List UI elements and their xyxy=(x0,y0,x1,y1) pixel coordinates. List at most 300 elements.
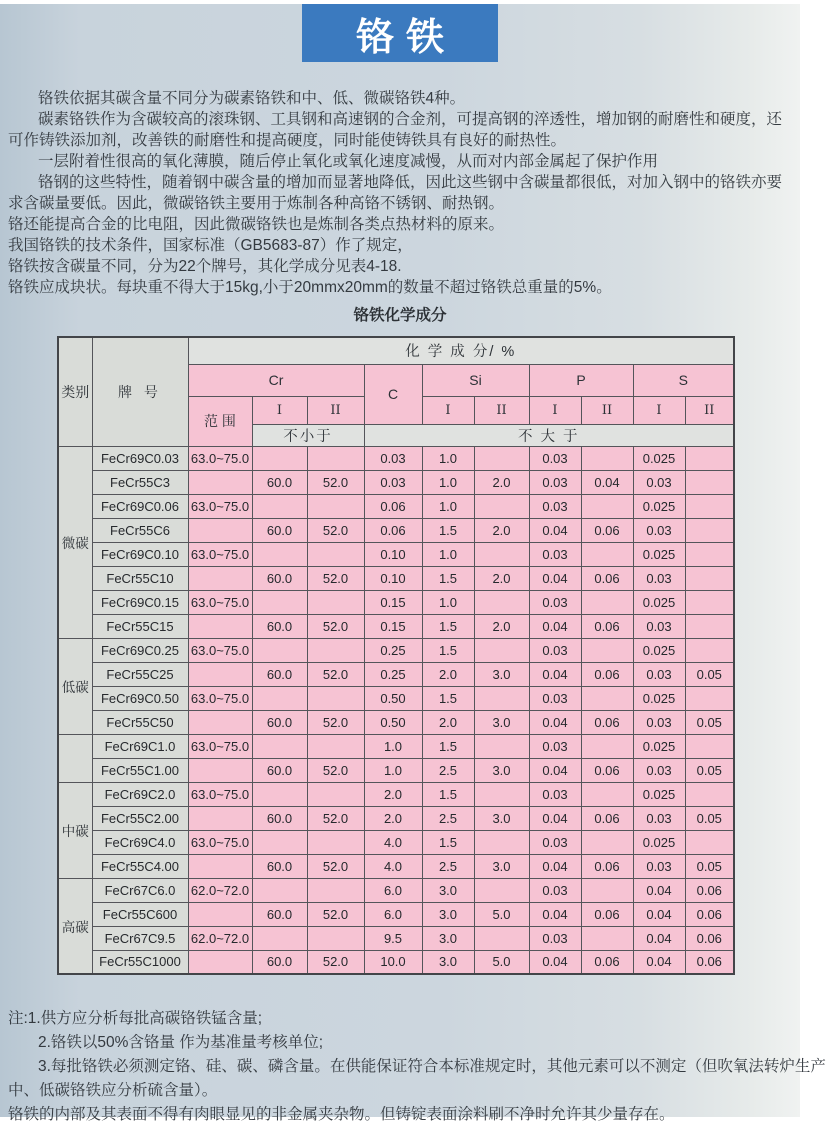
header-grade: 牌 号 xyxy=(92,337,188,446)
table-row xyxy=(58,518,734,542)
value-cell xyxy=(188,854,252,878)
value-cell: 0.04 xyxy=(529,518,581,542)
category-cell: 微碳 xyxy=(58,446,92,638)
value-cell xyxy=(307,494,364,518)
value-cell xyxy=(307,926,364,950)
value-cell: 63.0~75.0 xyxy=(188,686,252,710)
value-cell: 63.0~75.0 xyxy=(188,590,252,614)
value-cell: 0.04 xyxy=(529,758,581,782)
header-p-ii: II xyxy=(581,396,633,424)
page-title-banner xyxy=(302,4,498,62)
value-cell: 1.5 xyxy=(422,614,474,638)
value-cell xyxy=(252,494,307,518)
table-row xyxy=(58,542,734,566)
value-cell: 0.15 xyxy=(364,590,422,614)
value-cell: 60.0 xyxy=(252,614,307,638)
value-cell xyxy=(581,926,633,950)
value-cell: 0.03 xyxy=(529,638,581,662)
value-cell: 0.05 xyxy=(685,710,734,734)
value-cell: 0.06 xyxy=(685,902,734,926)
value-cell: 3.0 xyxy=(422,950,474,974)
header-cr: Cr xyxy=(188,364,364,396)
value-cell: 6.0 xyxy=(364,902,422,926)
value-cell xyxy=(581,446,633,470)
value-cell xyxy=(474,638,529,662)
value-cell: 1.0 xyxy=(422,446,474,470)
value-cell: 0.10 xyxy=(364,542,422,566)
value-cell: 52.0 xyxy=(307,806,364,830)
value-cell: 1.5 xyxy=(422,518,474,542)
value-cell: 60.0 xyxy=(252,566,307,590)
value-cell: 60.0 xyxy=(252,710,307,734)
value-cell xyxy=(474,446,529,470)
grade-cell: FeCr69C0.15 xyxy=(92,590,188,614)
header-si-ii: II xyxy=(474,396,529,424)
intro-line: 碳素铬铁作为含碳较高的滚珠钢、工具钢和高速钢的合金剂，可提高钢的淬透性，增加钢的耐磨性和硬度，还 xyxy=(38,111,783,128)
value-cell: 0.03 xyxy=(529,734,581,758)
scanned-document-page xyxy=(0,4,826,1123)
value-cell xyxy=(307,878,364,902)
header-cr-range: 范 围 xyxy=(188,396,252,446)
value-cell: 0.06 xyxy=(581,518,633,542)
value-cell: 0.04 xyxy=(633,926,685,950)
note-line: 注:1.供方应分析每批高碳铬铁锰含量; xyxy=(8,1010,263,1027)
value-cell xyxy=(252,830,307,854)
table-row xyxy=(58,926,734,950)
value-cell: 0.03 xyxy=(633,758,685,782)
value-cell: 60.0 xyxy=(252,662,307,686)
value-cell: 0.04 xyxy=(529,710,581,734)
value-cell: 0.03 xyxy=(529,494,581,518)
note-line: 2.铬铁以50%含铬量 作为基准量考核单位; xyxy=(38,1034,324,1051)
value-cell: 0.04 xyxy=(529,806,581,830)
value-cell: 2.0 xyxy=(364,806,422,830)
value-cell xyxy=(307,830,364,854)
value-cell xyxy=(685,734,734,758)
value-cell: 0.04 xyxy=(529,950,581,974)
value-cell: 63.0~75.0 xyxy=(188,494,252,518)
value-cell: 0.25 xyxy=(364,662,422,686)
value-cell: 0.15 xyxy=(364,614,422,638)
value-cell: 1.0 xyxy=(364,734,422,758)
value-cell: 0.06 xyxy=(581,710,633,734)
value-cell: 0.03 xyxy=(633,854,685,878)
header-not-less-than: 不小于 xyxy=(252,424,364,446)
value-cell: 0.25 xyxy=(364,638,422,662)
table-row xyxy=(58,806,734,830)
value-cell: 0.03 xyxy=(529,878,581,902)
value-cell xyxy=(474,734,529,758)
value-cell: 0.06 xyxy=(581,566,633,590)
value-cell: 0.025 xyxy=(633,782,685,806)
value-cell xyxy=(581,686,633,710)
value-cell: 63.0~75.0 xyxy=(188,446,252,470)
value-cell: 0.50 xyxy=(364,686,422,710)
table-row xyxy=(58,830,734,854)
grade-cell: FeCr55C50 xyxy=(92,710,188,734)
value-cell: 0.025 xyxy=(633,686,685,710)
table-row xyxy=(58,710,734,734)
value-cell: 0.06 xyxy=(581,806,633,830)
value-cell xyxy=(581,878,633,902)
value-cell: 0.03 xyxy=(529,926,581,950)
value-cell: 0.04 xyxy=(529,566,581,590)
grade-cell: FeCr69C1.0 xyxy=(92,734,188,758)
value-cell xyxy=(252,542,307,566)
value-cell: 60.0 xyxy=(252,950,307,974)
header-cr-ii: II xyxy=(307,396,364,424)
value-cell: 1.5 xyxy=(422,734,474,758)
value-cell: 52.0 xyxy=(307,662,364,686)
value-cell: 0.06 xyxy=(581,662,633,686)
value-cell xyxy=(474,782,529,806)
table-row xyxy=(58,566,734,590)
value-cell xyxy=(188,566,252,590)
value-cell xyxy=(188,950,252,974)
table-row xyxy=(58,878,734,902)
value-cell: 2.0 xyxy=(474,518,529,542)
intro-line: 铬铁依据其碳含量不同分为碳素铬铁和中、低、微碳铬铁4种。 xyxy=(38,90,466,107)
value-cell xyxy=(252,878,307,902)
grade-cell: FeCr55C600 xyxy=(92,902,188,926)
grade-cell: FeCr67C6.0 xyxy=(92,878,188,902)
note-line: 3.每批铬铁必须测定铬、硅、碳、磷含量。在供能保证符合本标准规定时，其他元素可以不测定（但吹氧法转炉生产 xyxy=(38,1058,826,1075)
intro-paragraphs xyxy=(8,88,792,298)
grade-cell: FeCr69C0.06 xyxy=(92,494,188,518)
value-cell: 0.04 xyxy=(529,662,581,686)
value-cell: 52.0 xyxy=(307,470,364,494)
value-cell xyxy=(685,542,734,566)
value-cell: 52.0 xyxy=(307,950,364,974)
table-row xyxy=(58,782,734,806)
grade-cell: FeCr55C6 xyxy=(92,518,188,542)
value-cell: 52.0 xyxy=(307,758,364,782)
header-cr-i: I xyxy=(252,396,307,424)
value-cell: 3.0 xyxy=(422,878,474,902)
value-cell: 0.03 xyxy=(529,782,581,806)
value-cell xyxy=(307,638,364,662)
value-cell: 0.04 xyxy=(581,470,633,494)
value-cell: 62.0~72.0 xyxy=(188,926,252,950)
intro-line: 铬铁按含碳量不同，分为22个牌号，其化学成分见表4-18. xyxy=(8,258,402,275)
value-cell xyxy=(581,734,633,758)
value-cell: 0.03 xyxy=(633,662,685,686)
value-cell: 0.025 xyxy=(633,830,685,854)
value-cell: 0.06 xyxy=(685,878,734,902)
value-cell: 1.5 xyxy=(422,782,474,806)
value-cell: 0.50 xyxy=(364,710,422,734)
category-cell: 中碳 xyxy=(58,782,92,878)
value-cell: 3.0 xyxy=(474,806,529,830)
value-cell xyxy=(252,734,307,758)
value-cell xyxy=(581,590,633,614)
value-cell xyxy=(188,662,252,686)
grade-cell: FeCr55C1000 xyxy=(92,950,188,974)
value-cell: 63.0~75.0 xyxy=(188,734,252,758)
table-row xyxy=(58,686,734,710)
value-cell: 3.0 xyxy=(474,662,529,686)
value-cell: 0.03 xyxy=(633,614,685,638)
intro-line: 铬钢的这些特性，随着钢中碳含量的增加而显著地降低，因此这些钢中含碳量都很低，对加入钢中的铬铁亦要 xyxy=(38,174,783,191)
value-cell: 63.0~75.0 xyxy=(188,830,252,854)
value-cell xyxy=(188,710,252,734)
value-cell: 3.0 xyxy=(422,926,474,950)
value-cell: 9.5 xyxy=(364,926,422,950)
value-cell: 1.5 xyxy=(422,830,474,854)
value-cell xyxy=(581,542,633,566)
page-title: 铬铁 xyxy=(355,16,456,59)
intro-line: 铬铁应成块状。每块重不得大于15kg,小于20mmx20mm的数量不超过铬铁总重量的5%。 xyxy=(8,279,612,296)
value-cell: 0.025 xyxy=(633,590,685,614)
table-row xyxy=(58,662,734,686)
table-row xyxy=(58,638,734,662)
value-cell xyxy=(252,686,307,710)
value-cell xyxy=(474,878,529,902)
grade-cell: FeCr69C0.25 xyxy=(92,638,188,662)
value-cell: 0.06 xyxy=(581,854,633,878)
grade-cell: FeCr69C0.03 xyxy=(92,446,188,470)
value-cell: 0.03 xyxy=(633,470,685,494)
table-row xyxy=(58,734,734,758)
value-cell xyxy=(188,614,252,638)
value-cell: 2.0 xyxy=(364,782,422,806)
header-not-greater-than: 不 大 于 xyxy=(364,424,734,446)
value-cell xyxy=(252,638,307,662)
value-cell: 0.10 xyxy=(364,566,422,590)
grade-cell: FeCr69C0.10 xyxy=(92,542,188,566)
value-cell: 1.5 xyxy=(422,566,474,590)
value-cell xyxy=(685,590,734,614)
value-cell xyxy=(252,926,307,950)
table-row xyxy=(58,470,734,494)
value-cell: 1.0 xyxy=(422,494,474,518)
grade-cell: FeCr55C10 xyxy=(92,566,188,590)
header-s: S xyxy=(633,364,734,396)
intro-line: 一层附着性很高的氧化薄膜，随后停止氧化或氧化速度减慢，从而对内部金属起了保护作用 xyxy=(38,153,659,170)
table-row xyxy=(58,950,734,974)
value-cell: 3.0 xyxy=(422,902,474,926)
table-caption: 铬铁化学成分 xyxy=(353,307,447,324)
value-cell xyxy=(188,758,252,782)
value-cell xyxy=(685,446,734,470)
value-cell: 0.025 xyxy=(633,446,685,470)
value-cell: 2.0 xyxy=(474,614,529,638)
value-cell xyxy=(252,590,307,614)
grade-cell: FeCr67C9.5 xyxy=(92,926,188,950)
value-cell: 0.04 xyxy=(529,902,581,926)
header-p: P xyxy=(529,364,633,396)
value-cell: 2.5 xyxy=(422,854,474,878)
value-cell: 60.0 xyxy=(252,758,307,782)
value-cell: 0.06 xyxy=(364,494,422,518)
value-cell: 60.0 xyxy=(252,854,307,878)
value-cell: 0.05 xyxy=(685,758,734,782)
value-cell xyxy=(307,542,364,566)
value-cell xyxy=(307,446,364,470)
category-cell: 高碳 xyxy=(58,878,92,974)
value-cell: 0.025 xyxy=(633,638,685,662)
value-cell: 52.0 xyxy=(307,614,364,638)
value-cell: 0.03 xyxy=(633,566,685,590)
value-cell: 0.03 xyxy=(364,470,422,494)
value-cell: 0.04 xyxy=(633,902,685,926)
table-row xyxy=(58,446,734,470)
value-cell: 0.04 xyxy=(633,878,685,902)
header-composition: 化 学 成 分/ % xyxy=(188,337,734,364)
grade-cell: FeCr69C0.50 xyxy=(92,686,188,710)
value-cell xyxy=(685,518,734,542)
value-cell: 2.5 xyxy=(422,806,474,830)
value-cell: 4.0 xyxy=(364,854,422,878)
category-cell xyxy=(58,734,92,782)
header-row-1 xyxy=(58,337,734,364)
grade-cell: FeCr55C25 xyxy=(92,662,188,686)
value-cell xyxy=(685,614,734,638)
header-category: 类别 xyxy=(58,337,92,446)
value-cell: 2.0 xyxy=(422,710,474,734)
value-cell: 3.0 xyxy=(474,854,529,878)
value-cell: 0.06 xyxy=(364,518,422,542)
value-cell xyxy=(474,926,529,950)
value-cell xyxy=(685,638,734,662)
value-cell: 0.03 xyxy=(364,446,422,470)
value-cell xyxy=(581,638,633,662)
value-cell: 63.0~75.0 xyxy=(188,638,252,662)
value-cell xyxy=(307,590,364,614)
value-cell xyxy=(307,686,364,710)
value-cell: 3.0 xyxy=(474,758,529,782)
value-cell: 0.025 xyxy=(633,494,685,518)
value-cell: 6.0 xyxy=(364,878,422,902)
header-s-i: I xyxy=(633,396,685,424)
value-cell xyxy=(474,686,529,710)
note-line: 铬铁的内部及其表面不得有肉眼显见的非金属夹杂物。但铸锭表面涂料刷不净时允许其少量存在。 xyxy=(8,1106,675,1123)
value-cell: 0.03 xyxy=(529,686,581,710)
value-cell: 0.05 xyxy=(685,854,734,878)
value-cell: 0.03 xyxy=(529,830,581,854)
value-cell: 3.0 xyxy=(474,710,529,734)
value-cell: 1.0 xyxy=(422,590,474,614)
value-cell: 2.0 xyxy=(474,470,529,494)
grade-cell: FeCr55C4.00 xyxy=(92,854,188,878)
value-cell xyxy=(188,470,252,494)
value-cell: 52.0 xyxy=(307,710,364,734)
value-cell: 63.0~75.0 xyxy=(188,782,252,806)
value-cell xyxy=(474,494,529,518)
value-cell: 0.03 xyxy=(529,446,581,470)
value-cell: 0.05 xyxy=(685,806,734,830)
value-cell xyxy=(685,494,734,518)
value-cell: 0.03 xyxy=(633,518,685,542)
value-cell xyxy=(474,542,529,566)
value-cell: 60.0 xyxy=(252,902,307,926)
table-row xyxy=(58,590,734,614)
value-cell: 60.0 xyxy=(252,470,307,494)
value-cell: 5.0 xyxy=(474,902,529,926)
value-cell xyxy=(307,734,364,758)
table-row xyxy=(58,854,734,878)
value-cell xyxy=(188,902,252,926)
header-s-ii: II xyxy=(685,396,734,424)
value-cell: 0.03 xyxy=(529,470,581,494)
intro-line: 可作铸铁添加剂，改善铁的耐磨性和提高硬度，同时能使铸铁具有良好的耐热性。 xyxy=(8,132,567,149)
value-cell: 2.0 xyxy=(422,662,474,686)
value-cell: 0.03 xyxy=(529,590,581,614)
value-cell: 1.5 xyxy=(422,686,474,710)
value-cell: 10.0 xyxy=(364,950,422,974)
table-row xyxy=(58,494,734,518)
value-cell xyxy=(188,518,252,542)
notes-paragraphs xyxy=(8,1007,826,1127)
value-cell xyxy=(685,566,734,590)
value-cell: 5.0 xyxy=(474,950,529,974)
note-line: 中、低碳铬铁应分析硫含量）。 xyxy=(8,1082,218,1099)
header-si-i: I xyxy=(422,396,474,424)
table-row xyxy=(58,758,734,782)
value-cell: 1.5 xyxy=(422,638,474,662)
value-cell: 1.0 xyxy=(364,758,422,782)
value-cell: 0.03 xyxy=(529,542,581,566)
composition-table xyxy=(57,336,735,975)
header-si: Si xyxy=(422,364,529,396)
value-cell: 2.0 xyxy=(474,566,529,590)
value-cell: 0.06 xyxy=(685,950,734,974)
table-row xyxy=(58,902,734,926)
value-cell: 0.06 xyxy=(685,926,734,950)
value-cell: 2.5 xyxy=(422,758,474,782)
value-cell xyxy=(581,782,633,806)
value-cell: 0.06 xyxy=(581,902,633,926)
value-cell: 4.0 xyxy=(364,830,422,854)
value-cell: 0.025 xyxy=(633,542,685,566)
value-cell: 62.0~72.0 xyxy=(188,878,252,902)
value-cell: 52.0 xyxy=(307,854,364,878)
value-cell: 52.0 xyxy=(307,902,364,926)
value-cell: 60.0 xyxy=(252,806,307,830)
header-p-i: I xyxy=(529,396,581,424)
value-cell: 0.025 xyxy=(633,734,685,758)
value-cell: 0.06 xyxy=(581,614,633,638)
value-cell xyxy=(474,830,529,854)
value-cell xyxy=(685,686,734,710)
value-cell: 0.06 xyxy=(581,758,633,782)
grade-cell: FeCr55C2.00 xyxy=(92,806,188,830)
intro-line: 求含碳量要低。因此，微碳铬铁主要用于炼制各种高铬不锈钢、耐热钢。 xyxy=(8,195,505,212)
value-cell: 52.0 xyxy=(307,566,364,590)
value-cell: 0.05 xyxy=(685,662,734,686)
value-cell: 0.03 xyxy=(633,710,685,734)
table-row xyxy=(58,614,734,638)
value-cell: 0.04 xyxy=(633,950,685,974)
grade-cell: FeCr55C1.00 xyxy=(92,758,188,782)
value-cell xyxy=(685,470,734,494)
grade-cell: FeCr69C2.0 xyxy=(92,782,188,806)
value-cell: 60.0 xyxy=(252,518,307,542)
value-cell: 1.0 xyxy=(422,542,474,566)
value-cell xyxy=(685,782,734,806)
value-cell: 52.0 xyxy=(307,518,364,542)
value-cell xyxy=(474,590,529,614)
category-cell: 低碳 xyxy=(58,638,92,734)
value-cell xyxy=(685,830,734,854)
value-cell: 0.04 xyxy=(529,614,581,638)
value-cell xyxy=(307,782,364,806)
value-cell xyxy=(252,782,307,806)
value-cell xyxy=(252,446,307,470)
value-cell: 0.03 xyxy=(633,806,685,830)
value-cell: 0.06 xyxy=(581,950,633,974)
intro-line: 我国铬铁的技术条件，国家标准（GB5683-87）作了规定， xyxy=(8,237,413,254)
